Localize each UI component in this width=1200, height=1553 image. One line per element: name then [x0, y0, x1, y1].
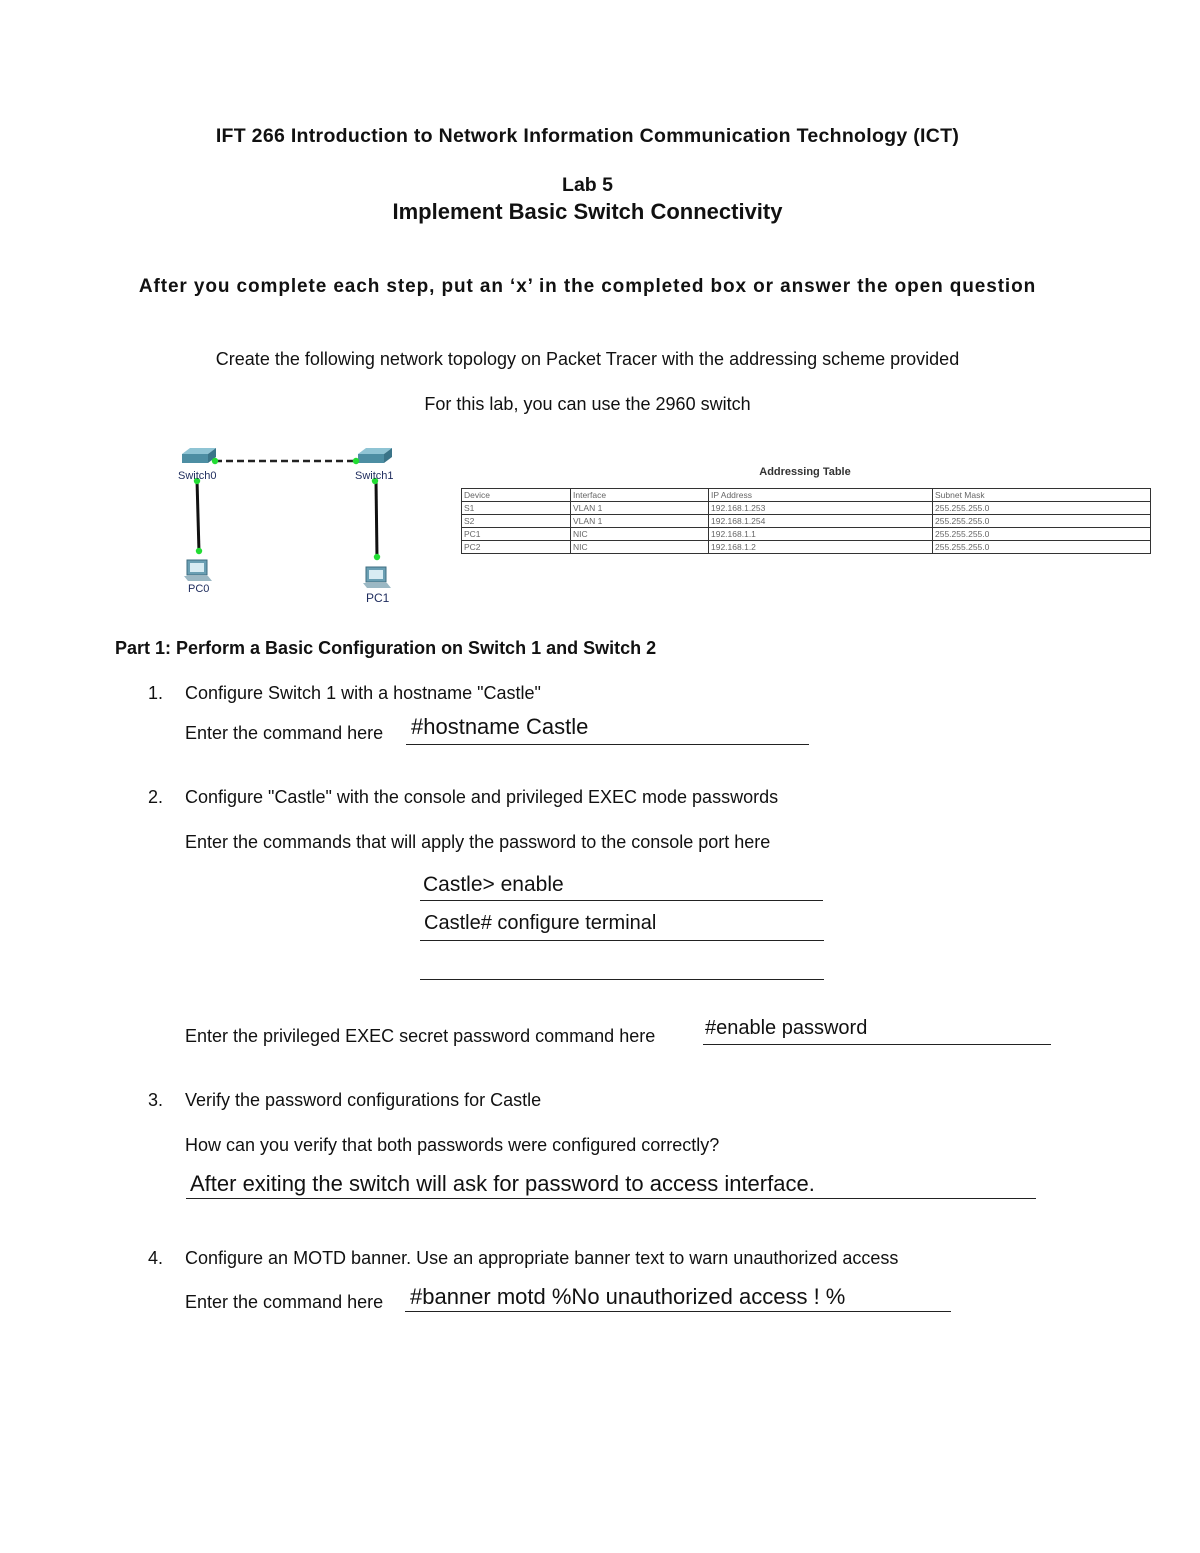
- device-label-switch1: Switch1: [355, 470, 394, 482]
- addressing-table-title: Addressing Table: [759, 466, 851, 478]
- pc-icon: [363, 567, 391, 588]
- step-number: 2.: [148, 787, 164, 807]
- table-cell: VLAN 1: [571, 515, 709, 528]
- table-header: IP Address: [709, 489, 933, 502]
- network-topology-diagram: [170, 440, 410, 610]
- table-header: Interface: [571, 489, 709, 502]
- switch-icon: [182, 448, 216, 463]
- step-number: 3.: [148, 1090, 164, 1110]
- console-command-field-2[interactable]: [420, 940, 824, 941]
- console-command-2[interactable]: Castle# configure terminal: [424, 912, 657, 934]
- table-row: [462, 515, 1151, 528]
- step-4-text: Configure an MOTD banner. Use an appropriate banner text to warn unauthorized access: [185, 1248, 899, 1268]
- table-cell: 192.168.1.2: [709, 541, 933, 554]
- step-1-text: Configure Switch 1 with a hostname "Castle": [185, 683, 541, 703]
- switch-icon: [358, 448, 392, 463]
- part1-heading: Part 1: Perform a Basic Configuration on Switch 1 and Switch 2: [115, 638, 657, 658]
- lab-number: Lab 5: [562, 174, 613, 196]
- step-1-answer-field[interactable]: [406, 744, 809, 745]
- step-number: 1.: [148, 683, 164, 703]
- table-cell: NIC: [571, 541, 709, 554]
- console-command-field-3[interactable]: [420, 979, 824, 980]
- addressing-table: [461, 488, 1151, 554]
- table-row: [462, 502, 1151, 515]
- console-command-field-1[interactable]: [420, 900, 823, 901]
- step-3-text: Verify the password configurations for Castle: [185, 1090, 542, 1110]
- table-cell: PC2: [462, 541, 571, 554]
- device-label-pc0: PC0: [188, 583, 210, 595]
- step-2-secret-prompt: Enter the privileged EXEC secret password command here: [185, 1026, 656, 1046]
- table-row: [462, 541, 1151, 554]
- step-1-answer[interactable]: #hostname Castle: [411, 714, 589, 739]
- step-3-answer[interactable]: After exiting the switch will ask for password to access interface.: [190, 1171, 815, 1196]
- table-row: [462, 528, 1151, 541]
- step-2-prompt: Enter the commands that will apply the password to the console port here: [185, 832, 771, 852]
- table-cell: S2: [462, 515, 571, 528]
- table-cell: 192.168.1.253: [709, 502, 933, 515]
- table-cell: 255.255.255.0: [933, 528, 1151, 541]
- intro-text: Create the following network topology on Packet Tracer with the addressing scheme provided: [215, 349, 960, 369]
- step-1-prompt: Enter the command here: [185, 723, 384, 743]
- table-cell: PC1: [462, 528, 571, 541]
- device-label-pc1: PC1: [366, 591, 390, 605]
- table-header: Device: [462, 489, 571, 502]
- step-4-prompt: Enter the command here: [185, 1292, 384, 1312]
- step-2-secret-answer-field[interactable]: [703, 1044, 1051, 1045]
- step-3-prompt: How can you verify that both passwords were configured correctly?: [185, 1135, 720, 1155]
- table-header-row: [462, 489, 1151, 502]
- table-cell: S1: [462, 502, 571, 515]
- course-title: IFT 266 Introduction to Network Information Communication Technology (ICT): [215, 125, 960, 147]
- table-cell: 192.168.1.1: [709, 528, 933, 541]
- intro-text-switch: For this lab, you can use the 2960 switch: [424, 394, 751, 414]
- step-4-answer-field[interactable]: [405, 1311, 951, 1312]
- console-command-1[interactable]: Castle> enable: [423, 873, 564, 896]
- table-cell: 255.255.255.0: [933, 515, 1151, 528]
- step-2-secret-answer[interactable]: #enable password: [705, 1017, 868, 1039]
- step-2-text: Configure "Castle" with the console and privileged EXEC mode passwords: [185, 787, 779, 807]
- table-header: Subnet Mask: [933, 489, 1151, 502]
- table-cell: 255.255.255.0: [933, 541, 1151, 554]
- table-cell: VLAN 1: [571, 502, 709, 515]
- step-3-answer-field[interactable]: [186, 1198, 1036, 1199]
- lab-title: Implement Basic Switch Connectivity: [392, 199, 783, 224]
- pc-icon: [184, 560, 212, 581]
- table-cell: NIC: [571, 528, 709, 541]
- step-number: 4.: [148, 1248, 164, 1268]
- instruction-text: After you complete each step, put an ‘x’ in the completed box or answer the open question: [138, 276, 1037, 297]
- device-label-switch0: Switch0: [178, 470, 217, 482]
- table-cell: 192.168.1.254: [709, 515, 933, 528]
- table-cell: 255.255.255.0: [933, 502, 1151, 515]
- step-4-answer[interactable]: #banner motd %No unauthorized access ! %: [410, 1284, 846, 1309]
